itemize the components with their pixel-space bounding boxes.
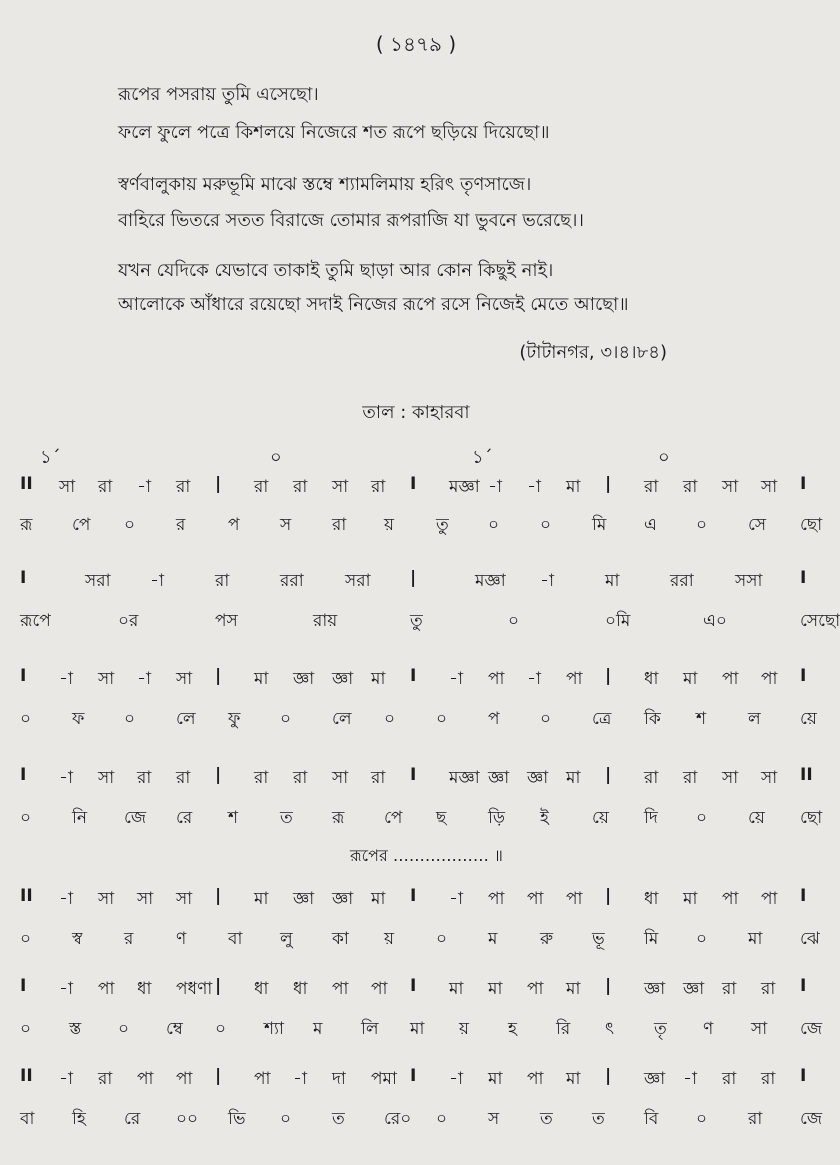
note-token: ত <box>592 1109 605 1129</box>
note-token: জ্ঞা <box>488 768 510 788</box>
note-token: র <box>124 929 134 949</box>
note-token: য়ে <box>748 808 765 828</box>
note-token: -া <box>540 571 554 591</box>
note-token: রা <box>215 571 230 591</box>
note-token: পা <box>761 669 778 689</box>
bar-line: | <box>605 886 612 906</box>
note-token: মি <box>644 929 659 949</box>
note-token: মজ্ঞা <box>449 477 480 497</box>
note-token: রা <box>644 768 659 788</box>
note-token: -া <box>449 669 463 689</box>
note-token: ণ <box>703 1019 714 1039</box>
note-token: ০ <box>540 709 552 729</box>
note-token: সে <box>748 515 767 535</box>
note-token: ০ <box>20 709 32 729</box>
note-token: মা <box>566 768 581 788</box>
note-token: ০ <box>124 515 136 535</box>
verse-line-4: বাহিরে ভিতরে সতত বিরাজে তোমার রূপরাজি যা ভুবনে ভরেছে।। <box>118 210 584 231</box>
note-token: ছো <box>800 808 823 828</box>
bar-line: | <box>605 474 612 494</box>
note-token: রা <box>722 979 737 999</box>
note-token: ত <box>280 808 293 828</box>
note-token: -া <box>527 477 541 497</box>
note-token: -া <box>59 979 73 999</box>
bar-line: I <box>800 474 807 494</box>
note-token: রা <box>683 477 698 497</box>
note-token: রা <box>176 477 191 497</box>
note-token: জ্ঞা <box>293 669 315 689</box>
bar-line: | <box>410 568 417 588</box>
note-token: সা <box>722 768 739 788</box>
note-token: রা <box>98 1069 113 1089</box>
note-token: মজ্ঞা <box>449 768 480 788</box>
bar-line: II <box>20 1066 33 1086</box>
note-token: ভূ <box>592 929 605 949</box>
note-token: কা <box>332 929 349 949</box>
note-token: মা <box>488 979 503 999</box>
note-token: সা <box>761 768 778 788</box>
note-token: ধা <box>644 669 659 689</box>
note-token: দা <box>332 1069 346 1089</box>
note-token: ০ <box>696 515 708 535</box>
note-token: ম <box>313 1019 323 1039</box>
verse-line-6: আলোকে আঁধারে রয়েছো সদাই নিজের রূপে রসে নিজেই মেতে আছো॥ <box>118 294 629 315</box>
note-token: ০ <box>696 1109 708 1129</box>
note-token: রা <box>293 768 308 788</box>
note-token: ০ <box>436 929 448 949</box>
note-token: জে <box>800 1109 823 1129</box>
note-token: য়ে <box>592 808 609 828</box>
note-token: পা <box>137 1069 154 1089</box>
note-token: মা <box>748 929 763 949</box>
note-token: ০০ <box>176 1109 199 1129</box>
note-token: ম <box>488 929 498 949</box>
swara-line-13 <box>0 1066 832 1094</box>
note-token: -া <box>293 1069 307 1089</box>
note-token: জ্ঞা <box>332 889 354 909</box>
bar-line: | <box>605 1066 612 1086</box>
bar-line: I <box>800 1066 807 1086</box>
note-token: তৃ <box>654 1019 667 1039</box>
note-token: য়ে <box>800 709 817 729</box>
note-token: মজ্ঞা <box>475 571 506 591</box>
bar-line: I <box>410 474 417 494</box>
note-token: পা <box>488 669 505 689</box>
note-token: জ্ঞা <box>293 889 315 909</box>
bar-line: I <box>410 976 417 996</box>
swara-line-1 <box>0 474 832 502</box>
note-token: ০ <box>20 929 32 949</box>
note-token: পমা <box>371 1069 397 1089</box>
note-token: ম্বে <box>166 1019 183 1039</box>
bar-line: | <box>215 976 222 996</box>
bar-line: | <box>605 765 612 785</box>
note-token: য় <box>384 515 395 535</box>
note-token: সা <box>98 669 115 689</box>
note-token: এ <box>644 515 657 535</box>
note-token: স্ব <box>72 929 83 949</box>
note-token: মা <box>254 889 269 909</box>
note-token: রায় <box>313 611 338 631</box>
note-token: স <box>280 515 292 535</box>
note-token: ০ <box>508 611 520 631</box>
note-token: ধা <box>254 979 269 999</box>
note-token: লে <box>332 709 352 729</box>
note-token: জে <box>124 808 147 828</box>
bar-line: I <box>410 666 417 686</box>
note-token: শ <box>696 709 707 729</box>
beat-mark-1: ১´ <box>40 447 61 468</box>
swara-line-9 <box>0 886 832 914</box>
note-token: ই <box>540 808 549 828</box>
note-token: সরা <box>345 571 371 591</box>
note-token: পা <box>722 669 739 689</box>
note-token: ড়ি <box>488 808 506 828</box>
place-date: (টাটানগর, ৩।৪।৮৪) <box>519 342 667 363</box>
note-token: মা <box>371 889 386 909</box>
bar-line: | <box>215 666 222 686</box>
note-token: রা <box>371 768 386 788</box>
note-token: রি <box>556 1019 571 1039</box>
note-token: রা <box>254 768 269 788</box>
note-token: রা <box>98 477 113 497</box>
note-token: সা <box>137 889 154 909</box>
bar-line: II <box>20 474 33 494</box>
note-token: সা <box>98 889 115 909</box>
note-token: ছ <box>436 808 447 828</box>
bar-line: I <box>410 765 417 785</box>
note-token: ল <box>748 709 761 729</box>
note-token: -া <box>59 768 73 788</box>
note-token: রা <box>371 477 386 497</box>
note-token: -া <box>449 889 463 909</box>
note-token: শ <box>228 808 239 828</box>
note-token: পা <box>527 889 544 909</box>
note-token: ত্রে <box>592 709 612 729</box>
bar-line: I <box>20 568 27 588</box>
note-token: -া <box>527 669 541 689</box>
bar-line: I <box>800 666 807 686</box>
note-token: সা <box>176 669 193 689</box>
bar-line: | <box>215 474 222 494</box>
note-token: পস <box>215 611 238 631</box>
note-token: পা <box>527 1069 544 1089</box>
note-token: মা <box>488 1069 503 1089</box>
note-token: রা <box>332 515 347 535</box>
page-number: ( ১৪৭৯ ) <box>375 32 457 56</box>
note-token: ০ <box>436 709 448 729</box>
bar-line: I <box>800 568 807 588</box>
note-token: নি <box>72 808 88 828</box>
lyric-line-10 <box>0 926 832 954</box>
note-token: ফু <box>228 709 241 729</box>
note-token: ০ <box>280 1109 292 1129</box>
note-token: রা <box>748 1109 763 1129</box>
note-token: পা <box>488 889 505 909</box>
note-token: দি <box>644 808 658 828</box>
bar-line: | <box>215 765 222 785</box>
note-token: পা <box>98 979 115 999</box>
note-token: মা <box>566 979 581 999</box>
note-token: ০ <box>20 808 32 828</box>
lyric-line-2 <box>0 512 832 540</box>
note-token: তু <box>410 611 423 631</box>
note-token: সা <box>722 477 739 497</box>
note-token: ০ <box>118 1019 130 1039</box>
note-token: পা <box>371 979 388 999</box>
note-token: সরা <box>85 571 111 591</box>
bar-line: I <box>20 976 27 996</box>
note-token: -া <box>488 477 502 497</box>
note-token: বি <box>644 1109 659 1129</box>
note-token: ০ <box>696 808 708 828</box>
note-token: -া <box>137 669 151 689</box>
note-token: -া <box>683 1069 697 1089</box>
bar-line: I <box>800 976 807 996</box>
verse-line-3: স্বর্ণবালুকায় মরুভূমি মাঝে স্তম্বে শ্যামলিমায় হরিৎ তৃণসাজে। <box>118 174 532 195</box>
bar-line: I <box>800 886 807 906</box>
note-token: ণ <box>176 929 187 949</box>
note-token: পে <box>384 808 403 828</box>
beat-mark-3: ১´ <box>472 447 493 468</box>
note-token: এ০ <box>703 611 727 631</box>
note-token: র <box>176 515 186 535</box>
note-token: ররা <box>280 571 304 591</box>
note-token: য় <box>384 929 395 949</box>
note-token: পা <box>332 979 349 999</box>
note-token: মা <box>410 1019 425 1039</box>
note-token: রে <box>124 1109 141 1129</box>
note-token: -া <box>137 477 151 497</box>
note-token: মা <box>683 669 698 689</box>
note-token: স <box>488 1109 500 1129</box>
note-token: ০র <box>118 611 139 631</box>
bar-line: II <box>20 886 33 906</box>
note-token: মি <box>592 515 607 535</box>
note-token: মা <box>566 477 581 497</box>
verse-line-2: ফলে ফুলে পত্রে কিশলয়ে নিজেরে শত রূপে ছড়িয়ে দিয়েছো॥ <box>118 122 550 143</box>
note-token: কি <box>644 709 661 729</box>
note-token: পা <box>566 669 583 689</box>
bar-line: I <box>20 765 27 785</box>
note-token: রা <box>761 979 776 999</box>
note-token: রা <box>293 477 308 497</box>
note-token: -া <box>59 1069 73 1089</box>
lyric-line-12 <box>0 1016 832 1044</box>
note-token: শ্যা <box>264 1019 284 1039</box>
note-token: পা <box>566 889 583 909</box>
swara-line-7 <box>0 765 832 793</box>
note-token: জ্ঞা <box>644 1069 666 1089</box>
note-token: রা <box>254 477 269 497</box>
note-token: ৎ <box>605 1019 615 1039</box>
note-token: রে০ <box>384 1109 412 1129</box>
note-token: রে <box>176 808 193 828</box>
note-token: জ্ঞা <box>644 979 666 999</box>
lyric-line-6 <box>0 706 832 734</box>
note-token: লে <box>176 709 196 729</box>
refrain-marker: রূপের ……………… ॥ <box>350 846 503 865</box>
note-token: ছো <box>800 515 823 535</box>
note-token: ০ <box>488 515 500 535</box>
bar-line: | <box>605 976 612 996</box>
note-token: ত <box>540 1109 553 1129</box>
note-token: ফ <box>72 709 85 729</box>
note-token: সা <box>761 477 778 497</box>
note-token: রা <box>683 768 698 788</box>
note-token: ০ <box>215 1019 227 1039</box>
swara-line-3 <box>0 568 832 596</box>
note-token: পা <box>527 979 544 999</box>
note-token: মা <box>683 889 698 909</box>
note-token: রু <box>540 929 554 949</box>
swara-line-5 <box>0 666 832 694</box>
note-token: ০মি <box>605 611 631 631</box>
note-token: সা <box>176 889 193 909</box>
note-token: ধা <box>644 889 659 909</box>
note-token: ধা <box>137 979 152 999</box>
note-token: ০ <box>124 709 136 729</box>
note-token: ররা <box>670 571 694 591</box>
note-token: হ <box>508 1019 517 1039</box>
note-token: সা <box>751 1019 768 1039</box>
note-token: জ্ঞা <box>527 768 549 788</box>
note-token: রা <box>722 1069 737 1089</box>
bar-line: II <box>800 765 813 785</box>
note-token: লু <box>280 929 293 949</box>
note-token: বা <box>20 1109 35 1129</box>
note-token: ০ <box>436 1109 448 1129</box>
lyric-line-4 <box>0 608 840 636</box>
note-token: ০ <box>384 709 396 729</box>
note-token: তু <box>436 515 449 535</box>
bar-line: | <box>215 886 222 906</box>
note-token: পা <box>722 889 739 909</box>
verse-line-1: রূপের পসরায় তুমি এসেছো। <box>118 84 319 105</box>
note-token: ০ <box>280 709 292 729</box>
note-token: সা <box>332 477 349 497</box>
note-token: প <box>228 515 240 535</box>
note-token: পে <box>72 515 91 535</box>
note-token: মা <box>566 1069 581 1089</box>
note-token: -া <box>59 889 73 909</box>
note-token: ০ <box>540 515 552 535</box>
note-token: মা <box>371 669 386 689</box>
bar-line: I <box>410 886 417 906</box>
note-token: সা <box>332 768 349 788</box>
note-token: -া <box>59 669 73 689</box>
note-token: জ্ঞা <box>683 979 705 999</box>
note-token: হি <box>72 1109 86 1129</box>
note-token: সসা <box>735 571 763 591</box>
note-token: পা <box>254 1069 271 1089</box>
note-token: ধা <box>293 979 308 999</box>
note-token: য় <box>459 1019 470 1039</box>
note-token: রূ <box>20 515 33 535</box>
lyric-line-14 <box>0 1106 832 1134</box>
note-token: ঝে <box>800 929 820 949</box>
note-token: মা <box>449 979 464 999</box>
note-token: লি <box>361 1019 379 1039</box>
bar-line: I <box>410 1066 417 1086</box>
note-token: ০ <box>696 929 708 949</box>
note-token: পধণা <box>176 979 213 999</box>
note-token: রা <box>137 768 152 788</box>
note-token: জ্ঞা <box>332 669 354 689</box>
note-token: ত <box>332 1109 345 1129</box>
note-token: রা <box>176 768 191 788</box>
taal-heading: তাল : কাহারবা <box>362 402 470 423</box>
note-token: -া <box>150 571 164 591</box>
note-token: প <box>488 709 500 729</box>
bar-line: | <box>215 1066 222 1086</box>
note-token: সা <box>59 477 76 497</box>
note-token: মা <box>605 571 620 591</box>
note-token: জে <box>800 1019 823 1039</box>
note-token: রূ <box>332 808 345 828</box>
swara-line-11 <box>0 976 832 1004</box>
lyric-line-8 <box>0 805 832 833</box>
note-token: রূপে <box>20 611 51 631</box>
note-token: -া <box>449 1069 463 1089</box>
note-token: পা <box>176 1069 193 1089</box>
beat-mark-2: ০ <box>270 447 282 468</box>
note-token: ০ <box>20 1019 32 1039</box>
note-token: রা <box>644 477 659 497</box>
bar-line: | <box>605 666 612 686</box>
note-token: মা <box>254 669 269 689</box>
bar-line: I <box>20 666 27 686</box>
note-token: ভি <box>228 1109 246 1129</box>
note-token: পা <box>761 889 778 909</box>
note-token: রা <box>761 1069 776 1089</box>
verse-line-5: যখন যেদিকে যেভাবে তাকাই তুমি ছাড়া আর কোন কিছুই নাই। <box>118 260 554 281</box>
note-token: সা <box>98 768 115 788</box>
note-token: বা <box>228 929 243 949</box>
beat-mark-4: ০ <box>658 447 670 468</box>
note-token: সেছো <box>800 611 840 631</box>
note-token: স্ত <box>69 1019 82 1039</box>
